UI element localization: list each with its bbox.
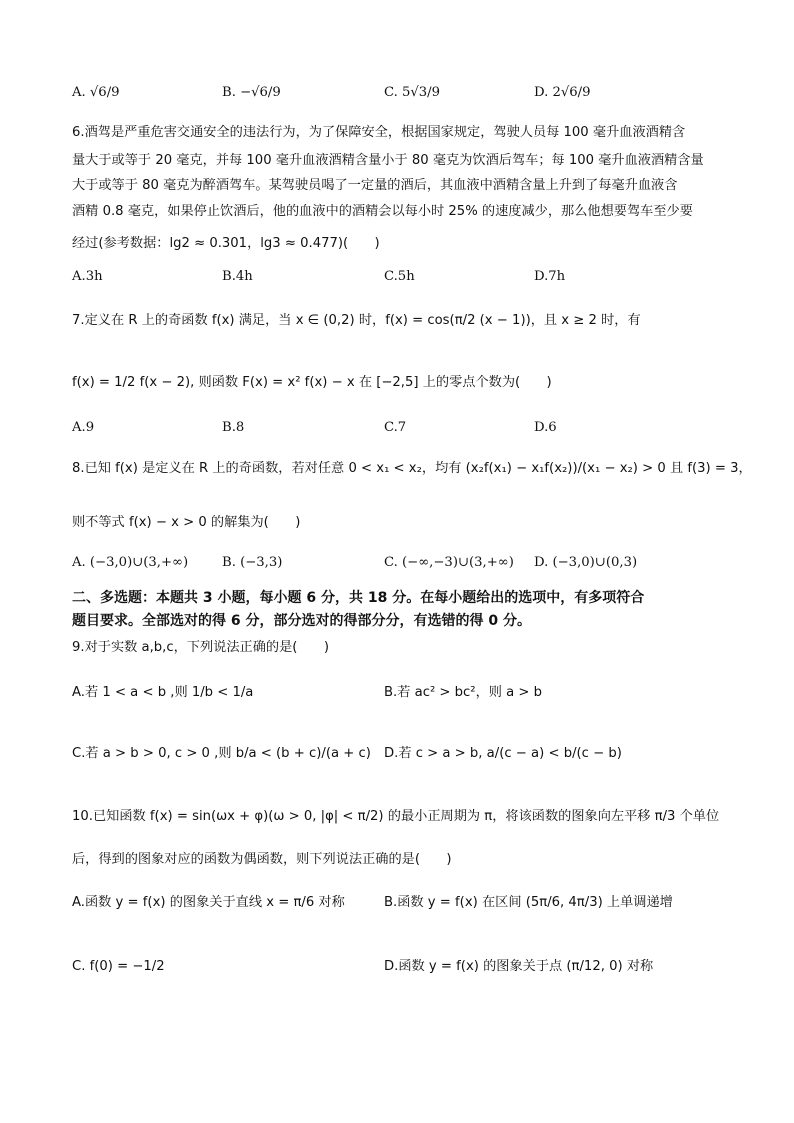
q5-option-b: B. −√6/9 — [222, 85, 281, 100]
q6-stem-line-1: 6.酒驾是严重危害交通安全的违法行为，为了保障安全，根据国家规定，驾驶人员每 100 毫升血液酒精含 — [72, 125, 686, 140]
q7-option-d: D.6 — [534, 420, 557, 435]
q10-option-d: D.函数 y = f(x) 的图象关于点 (π/12, 0) 对称 — [384, 959, 654, 974]
q6-option-a: A.3h — [72, 269, 103, 284]
q6-option-c: C.5h — [384, 269, 415, 284]
q7-option-b: B.8 — [222, 420, 245, 435]
q9-option-a: A.若 1 < a < b ,则 1/b < 1/a — [72, 685, 254, 700]
q10-option-c: C. f(0) = −1/2 — [72, 959, 165, 974]
q7-option-a: A.9 — [72, 420, 95, 435]
q10-stem-line-1: 10.已知函数 f(x) = sin(ωx + φ)(ω > 0, |φ| < π/2) 的最小正周期为 π，将该函数的图象向左平移 π/3 个单位 — [72, 809, 720, 824]
q8-stem-line-2: 则不等式 f(x) − x > 0 的解集为( ) — [72, 515, 301, 530]
q5-option-c: C. 5√3/9 — [384, 85, 441, 100]
q10-stem-line-2: 后，得到的图象对应的函数为偶函数，则下列说法正确的是( ) — [72, 852, 452, 867]
q9-option-b: B.若 ac² > bc²，则 a > b — [384, 685, 543, 700]
q8-option-d: D. (−3,0)∪(0,3) — [534, 555, 638, 570]
q9-stem: 9.对于实数 a,b,c，下列说法正确的是( ) — [72, 640, 329, 655]
q7-stem-line-2: f(x) = 1/2 f(x − 2), 则函数 F(x) = x² f(x) − x 在 [−2,5] 上的零点个数为( ) — [72, 375, 552, 390]
q6-option-b: B.4h — [222, 269, 253, 284]
q6-stem-line-5: 经过(参考数据：lg2 ≈ 0.301，lg3 ≈ 0.477)( ) — [72, 236, 380, 251]
section-2-heading-line-2: 题目要求。全部选对的得 6 分，部分选对的得部分分，有选错的得 0 分。 — [72, 613, 531, 629]
q9-option-d: D.若 c > a > b, a/(c − a) < b/(c − b) — [384, 746, 622, 761]
q5-option-d: D. 2√6/9 — [534, 85, 591, 100]
q6-stem-line-3: 大于或等于 80 毫克为醉酒驾车。某驾驶员喝了一定量的酒后，其血液中酒精含量上升到了每毫升血液含 — [72, 178, 678, 193]
q10-option-a: A.函数 y = f(x) 的图象关于直线 x = π/6 对称 — [72, 895, 345, 910]
q8-option-a: A. (−3,0)∪(3,+∞) — [72, 555, 189, 570]
q6-option-d: D.7h — [534, 269, 566, 284]
q6-stem-line-4: 酒精 0.8 毫克，如果停止饮酒后，他的血液中的酒精会以每小时 25% 的速度减少，那么他想要驾车至少要 — [72, 204, 693, 219]
q6-stem-line-2: 量大于或等于 20 毫克，并每 100 毫升血液酒精含量小于 80 毫克为饮酒后驾车；每 100 毫升血液酒精含量 — [72, 153, 704, 168]
q5-option-a: A. √6/9 — [72, 85, 120, 100]
q8-option-c: C. (−∞,−3)∪(3,+∞) — [384, 555, 514, 570]
q8-option-b: B. (−3,3) — [222, 555, 283, 570]
q7-stem-line-1: 7.定义在 R 上的奇函数 f(x) 满足，当 x ∈ (0,2) 时，f(x) = cos(π/2 (x − 1))，且 x ≥ 2 时，有 — [72, 313, 641, 328]
q7-option-c: C.7 — [384, 420, 407, 435]
q10-option-b: B.函数 y = f(x) 在区间 (5π/6, 4π/3) 上单调递增 — [384, 895, 673, 910]
q9-option-c: C.若 a > b > 0, c > 0 ,则 b/a < (b + c)/(a + c) — [72, 746, 371, 761]
section-2-heading-line-1: 二、多选题：本题共 3 小题，每小题 6 分，共 18 分。在每小题给出的选项中，有多项符合 — [72, 590, 645, 606]
q8-stem-line-1: 8.已知 f(x) 是定义在 R 上的奇函数，若对任意 0 < x₁ < x₂，均有 (x₂f(x₁) − x₁f(x₂))/(x₁ − x₂) > 0 且 f(3) = 3， — [72, 461, 752, 476]
